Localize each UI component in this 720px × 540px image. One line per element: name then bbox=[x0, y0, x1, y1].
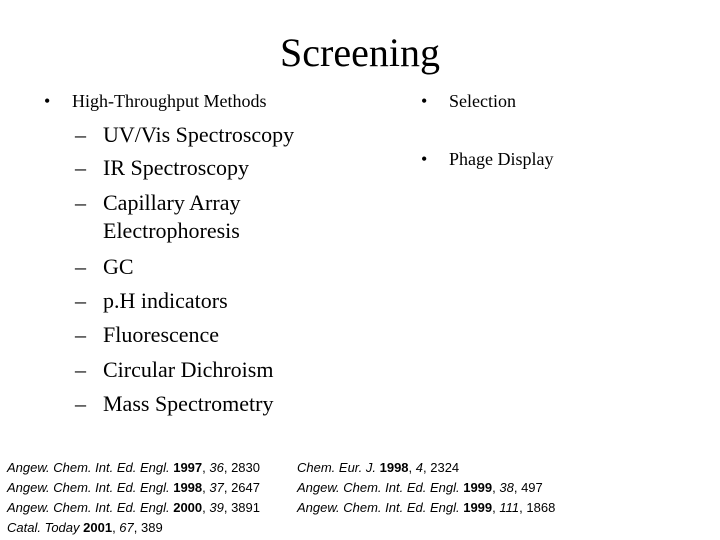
reference-volume: 111 bbox=[499, 500, 520, 515]
reference-line: Angew. Chem. Int. Ed. Engl. 1999, 38, 497 bbox=[297, 480, 543, 495]
reference-journal: Angew. Chem. Int. Ed. Engl. bbox=[297, 500, 460, 515]
reference-year: 1998 bbox=[173, 480, 203, 495]
reference-line: Angew. Chem. Int. Ed. Engl. 1999, 111, 1868 bbox=[297, 500, 556, 515]
list-item-text: GC bbox=[103, 254, 134, 279]
dash-symbol: – bbox=[75, 254, 86, 279]
list-item-text: Circular Dichroism bbox=[103, 357, 274, 382]
list-item bbox=[75, 287, 355, 315]
bullet-text: High-Throughput Methods bbox=[72, 91, 267, 111]
dash-symbol: – bbox=[75, 391, 86, 416]
reference-volume: 37 bbox=[209, 480, 224, 495]
dash-symbol: – bbox=[75, 357, 86, 382]
bullet-high-throughput bbox=[44, 90, 344, 112]
bullet-text: Phage Display bbox=[449, 149, 554, 169]
reference-page: 2324 bbox=[430, 460, 460, 475]
list-item bbox=[75, 390, 355, 418]
reference-year: 2001 bbox=[83, 520, 113, 535]
reference-journal: Catal. Today bbox=[7, 520, 80, 535]
reference-year: 1997 bbox=[173, 460, 203, 475]
list-item bbox=[75, 321, 355, 349]
reference-page: 3891 bbox=[231, 500, 260, 515]
list-item-text: Fluorescence bbox=[103, 322, 220, 347]
reference-year: 1999 bbox=[463, 500, 493, 515]
bullet-text: Selection bbox=[449, 91, 516, 111]
bullet-symbol: • bbox=[44, 91, 51, 111]
dash-symbol: – bbox=[75, 122, 86, 147]
reference-volume: 67 bbox=[119, 520, 134, 535]
reference-page: 2830 bbox=[231, 460, 260, 475]
list-item-text: Capillary Array bbox=[103, 190, 241, 215]
reference-journal: Chem. Eur. J. bbox=[297, 460, 376, 475]
slide-title: Screening bbox=[280, 30, 440, 75]
bullet-symbol: • bbox=[421, 149, 428, 169]
list-item-continuation bbox=[75, 217, 355, 245]
reference-journal: Angew. Chem. Int. Ed. Engl. bbox=[7, 480, 170, 495]
list-item bbox=[75, 356, 355, 384]
list-item bbox=[75, 189, 355, 217]
reference-line: Chem. Eur. J. 1998, 4, 2324 bbox=[297, 460, 460, 475]
bullet-phage-display bbox=[421, 148, 671, 170]
list-item-text: p.H indicators bbox=[103, 288, 228, 313]
list-item-text: Mass Spectrometry bbox=[103, 391, 274, 416]
bullet-symbol: • bbox=[421, 91, 428, 111]
reference-page: 497 bbox=[521, 480, 543, 495]
reference-line: Angew. Chem. Int. Ed. Engl. 1997, 36, 2830 bbox=[7, 460, 260, 475]
reference-volume: 39 bbox=[209, 500, 224, 515]
bullet-selection bbox=[421, 90, 671, 112]
list-item bbox=[75, 253, 355, 281]
list-item-text: IR Spectroscopy bbox=[103, 155, 250, 180]
list-item-text: Electrophoresis bbox=[103, 218, 240, 243]
reference-page: 1868 bbox=[526, 500, 556, 515]
reference-year: 1998 bbox=[379, 460, 409, 475]
reference-journal: Angew. Chem. Int. Ed. Engl. bbox=[7, 460, 170, 475]
reference-line: Catal. Today 2001, 67, 389 bbox=[7, 520, 163, 535]
reference-volume: 36 bbox=[209, 460, 224, 475]
dash-symbol: – bbox=[75, 322, 86, 347]
reference-page: 2647 bbox=[231, 480, 260, 495]
list-item bbox=[75, 154, 355, 182]
dash-symbol: – bbox=[75, 155, 86, 180]
reference-line: Angew. Chem. Int. Ed. Engl. 2000, 39, 3891 bbox=[7, 500, 260, 515]
reference-journal: Angew. Chem. Int. Ed. Engl. bbox=[7, 500, 170, 515]
reference-journal: Angew. Chem. Int. Ed. Engl. bbox=[297, 480, 460, 495]
dash-symbol: – bbox=[75, 288, 86, 313]
reference-year: 2000 bbox=[173, 500, 203, 515]
reference-volume: 4 bbox=[415, 460, 423, 475]
reference-volume: 38 bbox=[499, 480, 514, 495]
reference-page: 389 bbox=[141, 520, 163, 535]
reference-line: Angew. Chem. Int. Ed. Engl. 1998, 37, 2647 bbox=[7, 480, 260, 495]
list-item-text: UV/Vis Spectroscopy bbox=[103, 122, 295, 147]
dash-symbol: – bbox=[75, 190, 86, 215]
list-item bbox=[75, 121, 355, 149]
reference-year: 1999 bbox=[463, 480, 493, 495]
